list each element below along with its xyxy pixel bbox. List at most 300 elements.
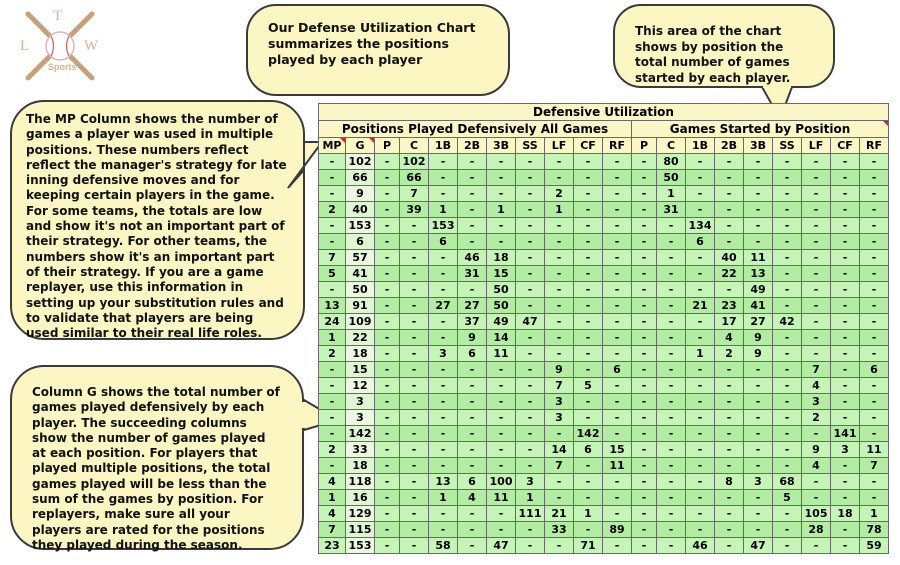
table-cell: 21 [545,506,574,522]
table-cell: - [831,218,860,234]
table-cell: - [860,410,889,426]
table-cell: - [375,250,400,266]
table-cell: - [773,426,802,442]
table-cell: 102 [400,154,429,170]
table-row [319,202,889,218]
table-cell: 153 [346,218,375,234]
table-cell: - [375,314,400,330]
table-cell: - [715,362,744,378]
table-cell: - [860,234,889,250]
table-cell: - [860,346,889,362]
table-cell: - [657,522,686,538]
table-cell: - [375,474,400,490]
table-cell: 21 [686,298,715,314]
column-header-3b-6: 3B [487,138,516,154]
table-cell: - [860,186,889,202]
table-cell: - [429,442,458,458]
table-cell: 50 [346,282,375,298]
table-cell: - [657,490,686,506]
table-cell: - [686,314,715,330]
table-cell: - [802,170,831,186]
table-cell: - [773,234,802,250]
table-cell: - [802,346,831,362]
table-cell: - [516,538,545,554]
table-cell: 33 [346,442,375,458]
table-cell: 13 [429,474,458,490]
table-cell: - [400,458,429,474]
table-cell: 111 [516,506,545,522]
table-cell: - [802,186,831,202]
table-cell: - [603,154,632,170]
table-cell: - [487,362,516,378]
table-cell: - [744,170,773,186]
table-cell: - [686,426,715,442]
table-cell: 14 [487,330,516,346]
table-cell: - [574,266,603,282]
table-cell: - [831,362,860,378]
table-cell: 2 [545,186,574,202]
table-cell: - [860,298,889,314]
table-cell: - [802,234,831,250]
table-cell: - [400,378,429,394]
table-cell: 16 [346,490,375,506]
table-cell: - [574,410,603,426]
table-cell: - [831,202,860,218]
table-cell: 100 [487,474,516,490]
table-cell: - [744,234,773,250]
table-cell: - [744,426,773,442]
group-header-games-started: Games Started by Position [632,121,889,138]
table-cell: - [375,490,400,506]
table-cell: - [545,250,574,266]
table-cell: - [375,154,400,170]
table-cell: - [458,410,487,426]
table-cell: 7 [319,522,346,538]
table-cell: 28 [802,522,831,538]
table-cell: - [831,170,860,186]
column-header-2b-14: 2B [715,138,744,154]
table-cell: - [632,426,657,442]
table-cell: - [319,154,346,170]
group-header-all-games: Positions Played Defensively All Games [319,121,632,138]
table-cell: - [744,202,773,218]
column-header-3b-15: 3B [744,138,773,154]
table-cell: 6 [429,234,458,250]
table-cell: - [400,362,429,378]
table-cell: - [632,186,657,202]
table-cell: - [773,218,802,234]
table-cell: - [545,538,574,554]
table-cell: 33 [545,522,574,538]
table-cell: 22 [346,330,375,346]
table-row [319,234,889,250]
table-cell: 42 [773,314,802,330]
table-cell: - [686,394,715,410]
table-cell: - [831,154,860,170]
column-header-lf-8: LF [545,138,574,154]
table-cell: 15 [487,266,516,282]
table-cell: - [773,186,802,202]
table-cell: - [715,218,744,234]
table-cell: - [802,250,831,266]
table-cell: - [429,394,458,410]
column-header-c-3: C [400,138,429,154]
table-cell: - [773,538,802,554]
table-cell: - [831,234,860,250]
table-cell: - [715,538,744,554]
table-cell: - [686,506,715,522]
table-cell: 1 [429,490,458,506]
table-cell: - [458,218,487,234]
table-cell: - [715,154,744,170]
table-cell: 13 [744,266,773,282]
table-cell: 142 [574,426,603,442]
column-header-1b-4: 1B [429,138,458,154]
table-cell: - [516,346,545,362]
table-cell: - [657,378,686,394]
table-cell: - [319,282,346,298]
table-cell: - [545,218,574,234]
table-cell: - [686,266,715,282]
column-header-p-2: P [375,138,400,154]
table-cell: - [458,394,487,410]
table-cell: - [375,330,400,346]
table-cell: - [860,394,889,410]
table-cell: 12 [346,378,375,394]
table-cell: 17 [715,314,744,330]
table-cell: 9 [802,442,831,458]
table-cell: - [487,506,516,522]
table-cell: - [400,330,429,346]
table-cell: - [773,442,802,458]
table-cell: 4 [802,458,831,474]
table-title: Defensive Utilization [319,104,889,121]
table-cell: 1 [487,202,516,218]
table-cell: 47 [744,538,773,554]
table-cell: - [375,234,400,250]
table-cell: - [632,202,657,218]
column-header-p-11: P [632,138,657,154]
table-cell: 3 [802,394,831,410]
table-cell: - [429,250,458,266]
table-cell: - [632,490,657,506]
table-cell: - [802,202,831,218]
table-cell: - [603,410,632,426]
table-cell: 1 [319,330,346,346]
table-cell: - [516,394,545,410]
table-cell: - [831,474,860,490]
table-cell: - [657,250,686,266]
table-cell: - [773,298,802,314]
table-cell: - [574,298,603,314]
callout-games-started-text: This area of the chart shows by position the total number of games started by each player. [635,24,791,85]
table-cell: - [545,234,574,250]
table-cell: 23 [715,298,744,314]
table-cell: - [400,266,429,282]
table-cell: - [773,282,802,298]
table-cell: - [744,522,773,538]
table-cell: 27 [458,298,487,314]
table-cell: - [632,538,657,554]
table-cell: - [516,170,545,186]
table-cell: - [632,154,657,170]
table-cell: - [319,170,346,186]
table-cell: - [860,218,889,234]
table-cell: - [632,378,657,394]
table-cell: - [400,538,429,554]
table-cell: - [773,362,802,378]
table-cell: - [632,362,657,378]
table-row [319,282,889,298]
table-cell: - [574,346,603,362]
table-cell: - [458,202,487,218]
table-cell: - [686,330,715,346]
table-cell: 37 [458,314,487,330]
table-cell: 18 [346,458,375,474]
table-cell: - [744,458,773,474]
table-cell: - [603,474,632,490]
table-cell: - [574,330,603,346]
table-cell: - [715,282,744,298]
table-cell: 2 [802,410,831,426]
table-cell: 1 [657,186,686,202]
table-cell: 1 [686,346,715,362]
table-cell: - [603,346,632,362]
table-cell: - [574,522,603,538]
table-row [319,522,889,538]
callout-g-column-text: Column G shows the total number of games played defensively by each player. The succeeding columns show the number of games played at each position. For players that played multiple positions, the total games played will be less than the sum of the games by position. For replayers, make sure all your players are rated for the positions they played during the season. [32,385,280,552]
table-cell: - [429,458,458,474]
table-cell: - [715,394,744,410]
table-cell: - [516,426,545,442]
table-cell: - [487,394,516,410]
table-cell: - [715,490,744,506]
table-cell: - [831,522,860,538]
table-cell: - [429,186,458,202]
table-cell: - [860,170,889,186]
table-cell: 2 [319,202,346,218]
table-cell: 3 [429,346,458,362]
table-cell: 7 [400,186,429,202]
table-cell: 6 [458,346,487,362]
table-cell: - [319,234,346,250]
table-cell: 3 [516,474,545,490]
table-cell: - [632,170,657,186]
table-cell: - [632,506,657,522]
table-cell: 49 [744,282,773,298]
table-row [319,458,889,474]
table-cell: - [574,474,603,490]
table-cell: 11 [744,250,773,266]
table-cell: 91 [346,298,375,314]
table-cell: - [429,522,458,538]
table-cell: 39 [400,202,429,218]
table-cell: - [574,170,603,186]
table-cell: 9 [346,186,375,202]
table-cell: 129 [346,506,375,522]
table-cell: 5 [319,266,346,282]
table-cell: - [400,218,429,234]
table-cell: 22 [715,266,744,282]
table-cell: - [686,250,715,266]
table-cell: - [603,218,632,234]
table-cell: - [375,282,400,298]
table-cell: 9 [545,362,574,378]
table-cell: - [375,538,400,554]
table-cell: - [802,426,831,442]
table-cell: 7 [802,362,831,378]
table-cell: - [375,410,400,426]
table-cell: - [744,154,773,170]
table-cell: 1 [545,202,574,218]
table-cell: - [603,186,632,202]
table-cell: - [632,474,657,490]
table-cell: 4 [715,330,744,346]
table-cell: - [860,314,889,330]
table-cell: 5 [574,378,603,394]
table-cell: - [632,234,657,250]
table-cell: 115 [346,522,375,538]
table-cell: - [516,330,545,346]
table-cell: - [860,330,889,346]
column-header-cf-18: CF [831,138,860,154]
table-cell: 46 [686,538,715,554]
table-cell: - [516,266,545,282]
table-cell: - [632,330,657,346]
table-cell: 3 [744,474,773,490]
table-cell: - [744,490,773,506]
table-cell: - [603,298,632,314]
table-cell: - [744,362,773,378]
table-cell: 6 [686,234,715,250]
table-cell: 40 [715,250,744,266]
table-cell: - [831,314,860,330]
table-cell: - [715,458,744,474]
table-cell: - [657,234,686,250]
table-row [319,394,889,410]
table-cell: - [632,394,657,410]
table-cell: 3 [545,394,574,410]
table-cell: - [686,490,715,506]
table-cell: 102 [346,154,375,170]
table-row [319,362,889,378]
table-cell: 1 [860,506,889,522]
table-cell: - [375,458,400,474]
table-cell: - [657,426,686,442]
table-cell: - [744,506,773,522]
column-header-rf-19: RF [860,138,889,154]
table-cell: - [657,410,686,426]
table-row [319,250,889,266]
table-cell: - [632,266,657,282]
table-cell: - [429,330,458,346]
defensive-utilization-table [318,103,889,554]
table-cell: - [545,490,574,506]
table-cell: 2 [319,346,346,362]
callout-mp-column [10,100,305,340]
callout-chart-summary [246,4,510,96]
table-cell: 31 [458,266,487,282]
table-cell: - [603,394,632,410]
table-cell: - [516,234,545,250]
table-row [319,378,889,394]
callout-chart-summary-text: Our Defense Utilization Chart summarizes the positions played by each player [268,20,476,67]
column-header-ss-16: SS [773,138,802,154]
table-cell: 7 [545,378,574,394]
table-cell: 7 [860,458,889,474]
table-cell: - [831,298,860,314]
table-cell: - [603,234,632,250]
table-cell: 89 [603,522,632,538]
table-cell: - [400,426,429,442]
table-cell: 7 [545,458,574,474]
table-cell: 47 [487,538,516,554]
table-cell: - [657,298,686,314]
table-cell: - [400,282,429,298]
table-cell: - [319,378,346,394]
table-cell: - [860,426,889,442]
table-cell: - [429,170,458,186]
table-cell: 7 [319,250,346,266]
table-cell: - [773,330,802,346]
table-cell: - [516,154,545,170]
table-cell: - [860,154,889,170]
table-cell: 9 [458,330,487,346]
table-cell: - [657,394,686,410]
table-row [319,330,889,346]
table-cell: 153 [429,218,458,234]
table-row [319,218,889,234]
table-cell: - [400,522,429,538]
table-cell: 6 [860,362,889,378]
table-cell: - [574,234,603,250]
table-cell: 4 [458,490,487,506]
table-cell: - [458,170,487,186]
table-cell: - [487,186,516,202]
table-row [319,298,889,314]
table-cell: - [831,394,860,410]
table-cell: - [487,458,516,474]
table-cell: 11 [487,490,516,506]
table-cell: - [458,538,487,554]
table-cell: - [603,506,632,522]
table-cell: - [632,442,657,458]
table-cell: - [574,362,603,378]
table-cell: - [603,378,632,394]
table-cell: 46 [458,250,487,266]
table-cell: - [458,442,487,458]
table-cell: - [831,490,860,506]
column-header-lf-17: LF [802,138,831,154]
table-cell: - [744,394,773,410]
table-cell: - [429,282,458,298]
table-cell: - [400,250,429,266]
table-cell: - [458,522,487,538]
table-cell: 40 [346,202,375,218]
table-cell: 18 [487,250,516,266]
table-cell: - [657,506,686,522]
table-cell: 50 [487,298,516,314]
table-cell: - [487,234,516,250]
table-cell: - [375,394,400,410]
table-cell: - [657,362,686,378]
table-cell: - [773,506,802,522]
table-cell: 13 [319,298,346,314]
table-cell: - [429,426,458,442]
table-cell: - [773,154,802,170]
table-cell: - [831,538,860,554]
table-cell: - [429,266,458,282]
